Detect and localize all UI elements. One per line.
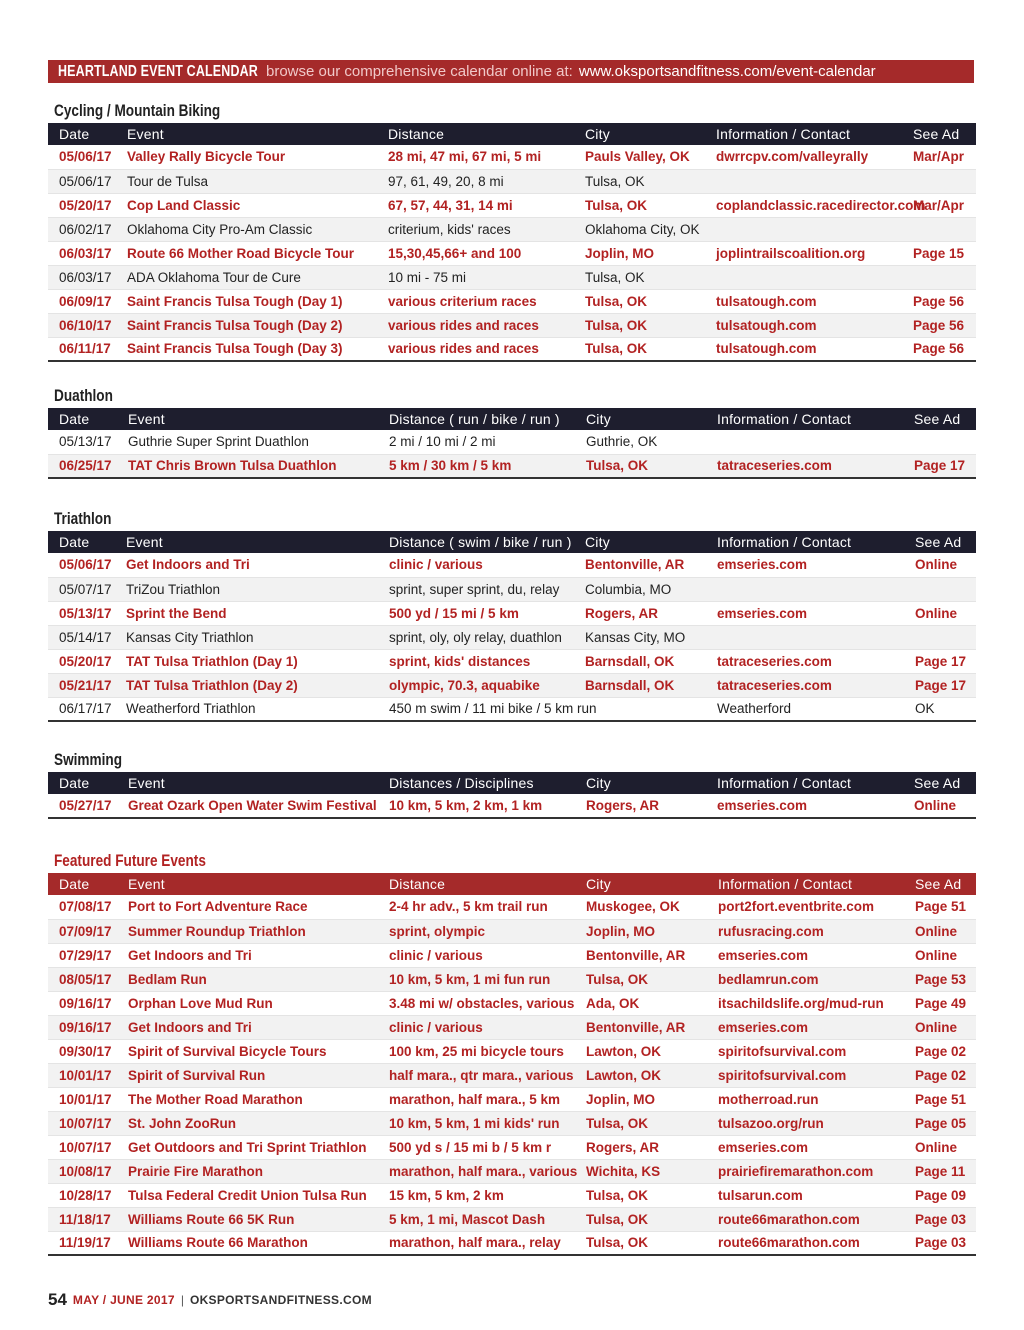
table-row xyxy=(48,430,976,454)
cell-city: Tulsa, OK xyxy=(574,337,705,361)
cell-event: TAT Chris Brown Tulsa Duathlon xyxy=(117,454,378,478)
section-title-duathlon: Duathlon xyxy=(54,386,113,405)
column-header-event: Event xyxy=(128,411,165,427)
cell-city: Lawton, OK xyxy=(575,1063,707,1087)
cell-distance: 10 km, 5 km, 1 mi kids' run xyxy=(378,1111,575,1135)
column-header-distance: Distances / Disciplines xyxy=(389,775,534,791)
cell-see-ad: Online xyxy=(903,794,976,818)
column-header-city: City xyxy=(586,775,611,791)
cell-event: Bedlam Run xyxy=(117,967,378,991)
cell-contact[interactable]: emseries.com xyxy=(707,943,904,967)
cell-event: Oklahoma City Pro-Am Classic xyxy=(116,217,377,241)
cell-distance: criterium, kids' races xyxy=(377,217,574,241)
table-row xyxy=(48,1063,976,1087)
cell-date: 05/06/17 xyxy=(48,553,115,577)
cell-contact xyxy=(706,577,904,601)
triathlon-table xyxy=(48,531,976,722)
cell-city: Lawton, OK xyxy=(575,1039,707,1063)
table-row xyxy=(48,943,976,967)
cell-see-ad: Online xyxy=(904,919,976,943)
cell-distance: 2 mi / 10 mi / 2 mi xyxy=(378,430,575,454)
cell-see-ad xyxy=(902,217,976,241)
cell-distance: sprint, oly, oly relay, duathlon xyxy=(378,625,574,649)
cell-date: 07/08/17 xyxy=(48,895,117,919)
cell-date: 06/10/17 xyxy=(48,313,116,337)
cell-city: Bentonville, AR xyxy=(575,943,707,967)
cell-date: 06/02/17 xyxy=(48,217,116,241)
cell-see-ad xyxy=(902,265,976,289)
cell-event: Orphan Love Mud Run xyxy=(117,991,378,1015)
cell-event: Get Outdoors and Tri Sprint Triathlon xyxy=(117,1135,378,1159)
section-title-featured: Featured Future Events xyxy=(54,851,206,870)
issue-date: MAY / JUNE 2017 xyxy=(72,1293,175,1307)
cell-distance: sprint, olympic xyxy=(378,919,575,943)
cell-event: TAT Tulsa Triathlon (Day 2) xyxy=(115,673,378,697)
cell-contact xyxy=(705,217,902,241)
cell-distance: 97, 61, 49, 20, 8 mi xyxy=(377,169,574,193)
cell-contact[interactable]: tatraceseries.com xyxy=(706,673,904,697)
column-header-city: City xyxy=(585,534,610,550)
cell-contact[interactable]: bedlamrun.com xyxy=(707,967,904,991)
cell-date: 05/13/17 xyxy=(48,601,115,625)
column-header-date: Date xyxy=(59,411,90,427)
cell-distance: 5 km / 30 km / 5 km xyxy=(378,454,575,478)
cell-city: Muskogee, OK xyxy=(575,895,707,919)
cell-event: St. John ZooRun xyxy=(117,1111,378,1135)
table-row xyxy=(48,337,976,361)
cell-contact[interactable]: spiritofsurvival.com xyxy=(707,1039,904,1063)
cell-event: Saint Francis Tulsa Tough (Day 2) xyxy=(116,313,377,337)
cell-see-ad: Online xyxy=(904,1015,976,1039)
table-row xyxy=(48,991,976,1015)
cell-event: Kansas City Triathlon xyxy=(115,625,378,649)
column-header-see-ad: See Ad xyxy=(914,775,961,791)
cycling-table xyxy=(48,123,976,362)
cell-city: Ada, OK xyxy=(575,991,707,1015)
column-header-contact: Information / Contact xyxy=(717,411,852,427)
cell-event: Sprint the Bend xyxy=(115,601,378,625)
duathlon-section xyxy=(48,384,976,479)
cell-see-ad: Page 51 xyxy=(904,895,976,919)
cell-city: Rogers, AR xyxy=(575,794,706,818)
cell-date: 05/06/17 xyxy=(48,169,116,193)
cell-event: Spirit of Survival Run xyxy=(117,1063,378,1087)
cell-contact[interactable]: spiritofsurvival.com xyxy=(707,1063,904,1087)
cell-see-ad: Page 53 xyxy=(904,967,976,991)
cell-event: Williams Route 66 5K Run xyxy=(117,1207,378,1231)
cell-date: 11/18/17 xyxy=(48,1207,117,1231)
cell-see-ad: Page 05 xyxy=(904,1111,976,1135)
table-row xyxy=(48,601,976,625)
cell-city: Barnsdall, OK xyxy=(574,649,706,673)
section-title-cycling: Cycling / Mountain Biking xyxy=(54,101,221,120)
cell-date: 05/06/17 xyxy=(48,145,116,169)
cell-distance: sprint, kids' distances xyxy=(378,649,574,673)
cell-distance: 10 mi - 75 mi xyxy=(377,265,574,289)
cell-distance: various criterium races xyxy=(377,289,574,313)
cell-contact[interactable]: coplandclassic.racedirector.com xyxy=(705,193,902,217)
cell-contact[interactable]: emseries.com xyxy=(707,1135,904,1159)
column-header-distance: Distance ( run / bike / run ) xyxy=(389,411,560,427)
cell-see-ad: Page 15 xyxy=(902,241,976,265)
table-row xyxy=(48,169,976,193)
cell-distance: clinic / various xyxy=(378,943,575,967)
cell-city: Guthrie, OK xyxy=(575,430,706,454)
cell-city: Barnsdall, OK xyxy=(574,673,706,697)
cell-see-ad: Page 56 xyxy=(902,313,976,337)
cell-city: Kansas City, MO xyxy=(574,625,706,649)
cell-contact[interactable]: itsachildslife.org/mud-run xyxy=(707,991,904,1015)
cell-event: Tour de Tulsa xyxy=(116,169,377,193)
cell-city: Tulsa, OK xyxy=(575,454,706,478)
cell-date: 10/07/17 xyxy=(48,1135,117,1159)
table-header-row xyxy=(48,873,976,895)
cell-see-ad: Online xyxy=(904,943,976,967)
cell-contact xyxy=(706,430,903,454)
column-header-date: Date xyxy=(59,534,90,550)
cell-see-ad: Page 17 xyxy=(903,454,976,478)
calendar-header-bar xyxy=(48,60,974,83)
cell-event: Williams Route 66 Marathon xyxy=(117,1231,378,1255)
cell-see-ad: Page 49 xyxy=(904,991,976,1015)
cell-contact[interactable]: tulsatough.com xyxy=(705,289,902,313)
cell-date: 05/20/17 xyxy=(48,649,115,673)
cell-city: Tulsa, OK xyxy=(575,1111,707,1135)
cell-event: Spirit of Survival Bicycle Tours xyxy=(117,1039,378,1063)
section-title-triathlon: Triathlon xyxy=(54,509,112,528)
cell-see-ad: Online xyxy=(904,553,976,577)
page-footer xyxy=(48,1288,372,1312)
cell-event: Guthrie Super Sprint Duathlon xyxy=(117,430,378,454)
cell-date: 06/03/17 xyxy=(48,241,116,265)
cell-event: Weatherford Triathlon xyxy=(115,697,378,721)
cell-city: Bentonville, AR xyxy=(575,1015,707,1039)
cell-see-ad: Mar/Apr xyxy=(902,145,976,169)
table-row xyxy=(48,1183,976,1207)
cell-date: 10/28/17 xyxy=(48,1183,117,1207)
cell-distance: 500 yd s / 15 mi b / 5 km r xyxy=(378,1135,575,1159)
cell-see-ad: OK xyxy=(904,697,976,721)
cell-city: Columbia, MO xyxy=(574,577,706,601)
table-row xyxy=(48,241,976,265)
cell-distance: sprint, super sprint, du, relay xyxy=(378,577,574,601)
cell-contact[interactable]: tulsazoo.org/run xyxy=(707,1111,904,1135)
cell-date: 05/21/17 xyxy=(48,673,115,697)
cell-contact[interactable]: tatraceseries.com xyxy=(706,454,903,478)
footer-site-link[interactable]: OKSPORTSANDFITNESS.COM xyxy=(189,1293,372,1307)
table-row xyxy=(48,673,976,697)
cell-contact[interactable]: tulsarun.com xyxy=(707,1183,904,1207)
column-header-city: City xyxy=(585,126,610,142)
cell-city: Tulsa, OK xyxy=(574,265,705,289)
cell-distance: half mara., qtr mara., various xyxy=(378,1063,575,1087)
cell-contact xyxy=(705,169,902,193)
table-row xyxy=(48,454,976,478)
column-header-contact: Information / Contact xyxy=(716,126,851,142)
column-header-see-ad: See Ad xyxy=(914,411,961,427)
table-row xyxy=(48,1231,976,1255)
cell-city: Tulsa, OK xyxy=(574,193,705,217)
cell-date: 08/05/17 xyxy=(48,967,117,991)
cell-city: Tulsa, OK xyxy=(575,1207,707,1231)
table-row xyxy=(48,649,976,673)
cell-see-ad xyxy=(904,625,976,649)
footer-separator: | xyxy=(180,1293,184,1307)
table-row xyxy=(48,625,976,649)
cell-city: Tulsa, OK xyxy=(575,1183,707,1207)
cell-event: ADA Oklahoma Tour de Cure xyxy=(116,265,377,289)
table-row xyxy=(48,794,976,818)
cell-see-ad: Page 02 xyxy=(904,1039,976,1063)
cell-see-ad: Page 56 xyxy=(902,289,976,313)
cell-distance: 5 km, 1 mi, Mascot Dash xyxy=(378,1207,575,1231)
cell-contact[interactable]: route66marathon.com xyxy=(707,1231,904,1255)
cell-see-ad: Online xyxy=(904,1135,976,1159)
cell-date: 07/29/17 xyxy=(48,943,117,967)
cell-date: 06/11/17 xyxy=(48,337,116,361)
cell-city: Pauls Valley, OK xyxy=(574,145,705,169)
cell-event: Valley Rally Bicycle Tour xyxy=(116,145,377,169)
column-header-contact: Information / Contact xyxy=(717,534,852,550)
cell-contact: Weatherford xyxy=(706,697,904,721)
cell-contact[interactable]: tulsatough.com xyxy=(705,337,902,361)
cell-distance: various rides and races xyxy=(377,337,574,361)
table-row xyxy=(48,919,976,943)
table-row xyxy=(48,193,976,217)
cell-city: Joplin, MO xyxy=(575,1087,707,1111)
cell-date: 07/09/17 xyxy=(48,919,117,943)
column-header-city: City xyxy=(586,411,611,427)
table-row xyxy=(48,1111,976,1135)
cell-event: Tulsa Federal Credit Union Tulsa Run xyxy=(117,1183,378,1207)
cell-contact[interactable]: emseries.com xyxy=(707,1015,904,1039)
cell-event: Route 66 Mother Road Bicycle Tour xyxy=(116,241,377,265)
cell-contact xyxy=(706,625,904,649)
cell-see-ad: Page 09 xyxy=(904,1183,976,1207)
column-header-event: Event xyxy=(128,876,165,892)
cell-distance: 450 m swim / 11 mi bike / 5 km run xyxy=(378,697,574,721)
table-row xyxy=(48,1135,976,1159)
table-row xyxy=(48,1207,976,1231)
column-header-distance: Distance xyxy=(389,876,446,892)
cell-contact[interactable]: emseries.com xyxy=(706,794,903,818)
table-row xyxy=(48,1015,976,1039)
cell-date: 10/01/17 xyxy=(48,1063,117,1087)
cell-event: Prairie Fire Marathon xyxy=(117,1159,378,1183)
cell-distance: marathon, half mara., 5 km xyxy=(378,1087,575,1111)
cell-event: TAT Tulsa Triathlon (Day 1) xyxy=(115,649,378,673)
page-number: 54 xyxy=(48,1290,67,1309)
cell-see-ad: Page 03 xyxy=(904,1207,976,1231)
cell-contact[interactable]: rufusracing.com xyxy=(707,919,904,943)
cell-contact[interactable]: motherroad.run xyxy=(707,1087,904,1111)
cell-see-ad: Mar/Apr xyxy=(902,193,976,217)
table-row xyxy=(48,145,976,169)
cell-city: Tulsa, OK xyxy=(575,1231,707,1255)
cell-date: 06/09/17 xyxy=(48,289,116,313)
table-row xyxy=(48,577,976,601)
table-header-row xyxy=(48,531,976,553)
column-header-contact: Information / Contact xyxy=(718,876,853,892)
cell-see-ad: Page 11 xyxy=(904,1159,976,1183)
swimming-section xyxy=(48,748,976,819)
cell-distance: 10 km, 5 km, 1 mi fun run xyxy=(378,967,575,991)
cell-city: Bentonville, AR xyxy=(574,553,706,577)
cell-contact[interactable]: route66marathon.com xyxy=(707,1207,904,1231)
cell-contact[interactable]: emseries.com xyxy=(706,553,904,577)
cell-distance: 28 mi, 47 mi, 67 mi, 5 mi xyxy=(377,145,574,169)
cell-date: 05/14/17 xyxy=(48,625,115,649)
cell-contact[interactable]: dwrrcpv.com/valleyrally xyxy=(705,145,902,169)
table-row xyxy=(48,1087,976,1111)
cell-date: 05/07/17 xyxy=(48,577,115,601)
cell-distance: 10 km, 5 km, 2 km, 1 km xyxy=(378,794,575,818)
cell-distance: marathon, half mara., relay xyxy=(378,1231,575,1255)
cell-distance: marathon, half mara., various xyxy=(378,1159,575,1183)
cell-see-ad: Page 03 xyxy=(904,1231,976,1255)
cell-see-ad: Page 56 xyxy=(902,337,976,361)
cell-event: Get Indoors and Tri xyxy=(117,1015,378,1039)
cell-event: Saint Francis Tulsa Tough (Day 1) xyxy=(116,289,377,313)
column-header-see-ad: See Ad xyxy=(915,534,962,550)
table-header-row xyxy=(48,772,976,794)
cell-see-ad: Page 17 xyxy=(904,649,976,673)
cell-see-ad: Page 51 xyxy=(904,1087,976,1111)
column-header-event: Event xyxy=(127,126,164,142)
section-title-swimming: Swimming xyxy=(54,750,123,769)
triathlon-section xyxy=(48,507,976,722)
cell-date: 06/25/17 xyxy=(48,454,117,478)
cell-city: Tulsa, OK xyxy=(574,313,705,337)
table-header-row xyxy=(48,408,976,430)
cell-contact[interactable]: port2fort.eventbrite.com xyxy=(707,895,904,919)
cell-contact[interactable]: tulsatough.com xyxy=(705,313,902,337)
cell-date: 11/19/17 xyxy=(48,1231,117,1255)
swimming-table xyxy=(48,772,976,819)
cell-event: Saint Francis Tulsa Tough (Day 3) xyxy=(116,337,377,361)
cell-city: Joplin, MO xyxy=(574,241,705,265)
cell-distance: 67, 57, 44, 31, 14 mi xyxy=(377,193,574,217)
column-header-see-ad: See Ad xyxy=(915,876,962,892)
table-row xyxy=(48,967,976,991)
cell-city: Rogers, AR xyxy=(575,1135,707,1159)
cycling-section xyxy=(48,99,976,362)
cell-date: 10/01/17 xyxy=(48,1087,117,1111)
cell-event: TriZou Triathlon xyxy=(115,577,378,601)
calendar-url-link[interactable]: www.oksportsandfitness.com/event-calendar xyxy=(578,63,876,80)
column-header-event: Event xyxy=(126,534,163,550)
column-header-date: Date xyxy=(59,775,90,791)
column-header-city: City xyxy=(586,876,611,892)
table-row xyxy=(48,895,976,919)
cell-distance: 3.48 mi w/ obstacles, various xyxy=(378,991,575,1015)
featured-table xyxy=(48,873,976,1256)
cell-event: Great Ozark Open Water Swim Festival xyxy=(117,794,378,818)
cell-date: 09/16/17 xyxy=(48,991,117,1015)
cell-city: Wichita, KS xyxy=(575,1159,707,1183)
cell-contact[interactable]: emseries.com xyxy=(706,601,904,625)
table-header-row xyxy=(48,123,976,145)
cell-date: 06/17/17 xyxy=(48,697,115,721)
cell-contact xyxy=(705,265,902,289)
cell-event: Get Indoors and Tri xyxy=(115,553,378,577)
column-header-see-ad: See Ad xyxy=(913,126,960,142)
cell-event: Summer Roundup Triathlon xyxy=(117,919,378,943)
cell-distance: 15,30,45,66+ and 100 xyxy=(377,241,574,265)
cell-date: 10/07/17 xyxy=(48,1111,117,1135)
cell-contact[interactable]: joplintrailscoalition.org xyxy=(705,241,902,265)
browse-text: browse our comprehensive calendar online at: xyxy=(266,63,573,80)
cell-event: Get Indoors and Tri xyxy=(117,943,378,967)
table-row xyxy=(48,217,976,241)
cell-contact[interactable]: prairiefiremarathon.com xyxy=(707,1159,904,1183)
cell-date: 05/27/17 xyxy=(48,794,117,818)
cell-date: 05/20/17 xyxy=(48,193,116,217)
cell-date: 05/13/17 xyxy=(48,430,117,454)
table-row xyxy=(48,1039,976,1063)
cell-city: Tulsa, OK xyxy=(575,967,707,991)
column-header-date: Date xyxy=(59,876,90,892)
cell-contact[interactable]: tatraceseries.com xyxy=(706,649,904,673)
cell-city: Joplin, MO xyxy=(575,919,707,943)
cell-see-ad: Online xyxy=(904,601,976,625)
cell-event: Cop Land Classic xyxy=(116,193,377,217)
cell-see-ad: Page 02 xyxy=(904,1063,976,1087)
cell-date: 10/08/17 xyxy=(48,1159,117,1183)
calendar-title: HEARTLAND EVENT CALENDAR xyxy=(58,62,258,80)
cell-see-ad xyxy=(904,577,976,601)
cell-date: 06/03/17 xyxy=(48,265,116,289)
featured-section xyxy=(48,849,976,1256)
duathlon-table xyxy=(48,408,976,479)
table-row xyxy=(48,313,976,337)
table-row xyxy=(48,265,976,289)
table-row xyxy=(48,1159,976,1183)
cell-city: Tulsa, OK xyxy=(574,289,705,313)
column-header-event: Event xyxy=(128,775,165,791)
cell-date: 09/16/17 xyxy=(48,1015,117,1039)
cell-event: The Mother Road Marathon xyxy=(117,1087,378,1111)
cell-date: 09/30/17 xyxy=(48,1039,117,1063)
cell-city: Tulsa, OK xyxy=(574,169,705,193)
column-header-distance: Distance ( swim / bike / run ) xyxy=(389,534,572,550)
cell-distance: various rides and races xyxy=(377,313,574,337)
cell-distance: 2-4 hr adv., 5 km trail run xyxy=(378,895,575,919)
column-header-contact: Information / Contact xyxy=(717,775,852,791)
cell-see-ad: Page 17 xyxy=(904,673,976,697)
cell-event: Port to Fort Adventure Race xyxy=(117,895,378,919)
table-row xyxy=(48,697,976,721)
table-row xyxy=(48,553,976,577)
cell-distance: 500 yd / 15 mi / 5 km xyxy=(378,601,574,625)
cell-city: Oklahoma City, OK xyxy=(574,217,705,241)
cell-distance: 15 km, 5 km, 2 km xyxy=(378,1183,575,1207)
cell-distance: clinic / various xyxy=(378,553,574,577)
table-row xyxy=(48,289,976,313)
cell-distance: olympic, 70.3, aquabike xyxy=(378,673,574,697)
cell-city: Rogers, AR xyxy=(574,601,706,625)
cell-distance: clinic / various xyxy=(378,1015,575,1039)
column-header-distance: Distance xyxy=(388,126,445,142)
column-header-date: Date xyxy=(59,126,90,142)
cell-see-ad xyxy=(902,169,976,193)
cell-distance: 100 km, 25 mi bicycle tours xyxy=(378,1039,575,1063)
cell-see-ad xyxy=(903,430,976,454)
